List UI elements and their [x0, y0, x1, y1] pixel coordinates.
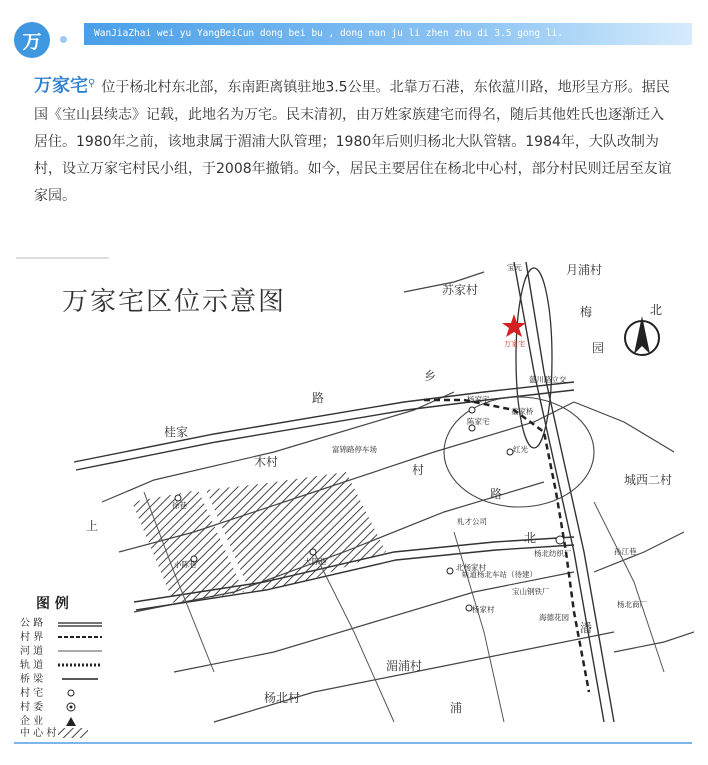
svg-text:木村: 木村 — [254, 455, 279, 469]
svg-text:湄浦村: 湄浦村 — [386, 659, 423, 673]
svg-text:城西二村: 城西二村 — [624, 473, 673, 487]
label-yangbei-store: 杨北商厂 — [617, 600, 647, 609]
svg-text:北: 北 — [650, 303, 663, 317]
intro-paragraph: 位于杨北村东北部，东南距离镇驻地3.5公里。北靠万石港，东依蕰川路，地形呈方形。据民国《宝山县续志》记载，此地名为万宅。民末清初，由万姓家族建宅而得名，随后其他姓氏也逐渐迁入居住。1980年之前，该地隶属于湄浦大队管理；1980年后则归杨北大队管辖。1984年，大队改制为村，设立万家宅村民小组，于2008年撤销。如今，居民主要居住在杨北中心村，部分村民则迁居至友谊家园。 — [34, 79, 672, 204]
label-metro: 轨道杨北车站（待建） — [462, 570, 537, 579]
svg-text:桂家: 桂家 — [164, 425, 189, 439]
intro-keyword: 万家宅 — [34, 75, 88, 97]
svg-text:村 界: 村 界 — [20, 632, 44, 643]
svg-text:图 例: 图 例 — [36, 596, 69, 612]
label-dachen: 大陈巷 — [304, 557, 327, 566]
svg-text:桥 梁: 桥 梁 — [20, 674, 44, 685]
svg-text:中 心 村: 中 心 村 — [20, 728, 57, 738]
label-yunchuan: 蕰川路立交 — [529, 375, 567, 384]
intro-text — [34, 70, 674, 210]
svg-text:村 宅: 村 宅 — [20, 688, 44, 699]
svg-text:上: 上 — [86, 519, 99, 533]
svg-text:河 道: 河 道 — [20, 646, 44, 657]
svg-text:园: 园 — [592, 341, 605, 355]
svg-text:万家宅: 万家宅 — [504, 340, 525, 348]
label-beiyang: 北杨家村 — [456, 563, 486, 572]
svg-text:月浦村: 月浦村 — [566, 263, 603, 277]
svg-text:村: 村 — [412, 463, 425, 477]
svg-text:浦: 浦 — [450, 701, 463, 715]
label-yangjiacun: 杨家村 — [472, 605, 495, 614]
svg-text:路: 路 — [490, 487, 503, 501]
svg-text:村 委: 村 委 — [20, 702, 44, 713]
label-zhaxin: 札才公司 — [457, 517, 487, 526]
title-badge: 万 — [14, 22, 50, 58]
svg-text:梅: 梅 — [580, 305, 593, 319]
svg-text:苏家村: 苏家村 — [442, 283, 479, 297]
label-xiaochen: 小陈巷 — [174, 560, 197, 569]
svg-text:轨 道: 轨 道 — [20, 660, 44, 671]
svg-text:公 路: 公 路 — [20, 618, 44, 629]
label-yangbei-ftc: 杨北纺织厂 — [534, 549, 572, 558]
bottom-divider — [14, 742, 692, 744]
pinyin-banner: WanJiaZhai wei yu YangBeiCun dong bei bu , dong nan ju li zhen zhu di 3.5 gong li. — [84, 23, 692, 45]
label-haiyu: 海德花园 — [539, 613, 569, 622]
map-title: 万家宅区位示意图 — [62, 287, 287, 317]
svg-text:北: 北 — [524, 531, 537, 545]
svg-text:潘: 潘 — [580, 621, 593, 635]
location-map — [14, 252, 694, 738]
svg-text:乡: 乡 — [424, 369, 437, 383]
label-chenjiazhai: 陈家宅 — [467, 417, 490, 426]
label-baoshan-steel: 宝山钢铁厂 — [512, 587, 550, 596]
label-tongjiaqiao: 童家桥 — [511, 407, 534, 416]
label-baoyuan: 宝元 — [507, 263, 522, 272]
svg-text:企 业: 企 业 — [20, 716, 44, 727]
decorative-dot — [60, 36, 67, 43]
label-hongguang: 红光 — [513, 445, 528, 454]
label-sunjiang: 孙江巷 — [614, 547, 637, 556]
svg-text:杨北村: 杨北村 — [264, 691, 301, 705]
label-xugang: 徐巷 — [172, 501, 187, 510]
svg-text:路: 路 — [312, 391, 325, 405]
search-icon: ⚲ — [88, 78, 96, 89]
label-yangjiazhai: 杨家宅 — [467, 395, 490, 404]
label-fubao: 富锦路停车场 — [332, 445, 377, 454]
